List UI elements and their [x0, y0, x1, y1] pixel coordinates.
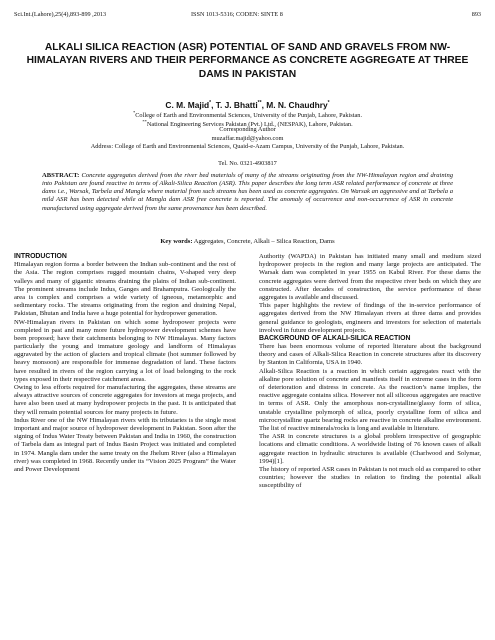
author-line: C. M. Majid*, T. J. Bhatti**, M. N. Chaudhry*: [165, 99, 330, 110]
affiliation-1: *College of Earth and Environmental Sciences, University of the Punjab, Lahore, Pakistan.: [132, 110, 363, 120]
affiliation-2: **National Engineering Services Pakistan (Pvt.) Ltd., (NESPAK), Lahore, Pakistan.: [142, 118, 353, 128]
keywords-text: Aggregates, Concrete, Alkali – Silica Reaction, Dams: [193, 238, 335, 245]
body-paragraph: There has been enormous volume of reported literature about the background theory and cases of Alkali-Silica Reaction in concrete structures after its discovery by Stanton in California, USA in 1940.: [259, 343, 481, 367]
running-header: [14, 10, 481, 19]
body-paragraph: Indus River one of the NW Himalayan rivers with its tributaries is the single most important and major source of hydropower development in Pakistan. Soon after the signing of Indus Water Treaty between Pakistan and India in 1960, the construction of Tarbela dam as integral part of Indus Basin Project was initiated and completed in 1974. Mangla dam under the same treaty on the Jhelum River (also a Himalayan river) was completed in 1968. Recently under its “Vision 2025 Program” the Water and Power Development: [14, 416, 236, 473]
author-mark: *: [327, 100, 330, 106]
section-heading-introduction: INTRODUCTION: [14, 253, 67, 260]
body-paragraph: Himalayan region forms a border between the Indian sub-continent and the rest of the Asia. The region comprises rugged mountain chains, V-shaped very deep valleys and many of gigantic streams draining the plains of Indian sub-continent. The prominent streams include Indus, Ganges and Brahamputra. Geologically the area is complex and comprises a wide variety of igneous, metamorphic and sedimentary rocks. The streams originating from the region and draining Nepal, Pakistan, Bhutan and India have a huge potential for hydropower generation.: [14, 261, 236, 318]
body-paragraph: Authority (WAPDA) in Pakistan has initiated many small and medium sized hydropower projects in the region and many large projects are anticipated. The Warsak dam was completed in year 1955 on Kabul River. For these dams the concrete aggregates were derived from the respective river beds on which they are constructed. After decades of construction, the service performance of these aggregates is available and discussed.: [259, 253, 481, 301]
abstract-label: ABSTRACT:: [42, 172, 80, 179]
corresponding-author-label: Corresponding Author: [219, 126, 276, 133]
body-paragraph: The ASR in concrete structures is a global problem irrespective of geographic locations and climatic conditions. A worldwide listing of 76 known cases of alkali aggregate reaction in hydraulic structures is available (Charlwood and Solymar, 1994)[1].: [259, 433, 481, 465]
keywords-label: Key words:: [160, 238, 193, 245]
body-paragraph: This paper highlights the review of findings of the in-service performance of aggregates derived from the NW Himalayan rivers at three dams and provides general guidance to geologists, engineers and investors for selection of materials involved in future development projects.: [259, 302, 481, 334]
section-heading-background: BACKGROUND OF ALKALI-SILICA REACTION: [259, 334, 411, 342]
author-name: M. N. Chaudhry: [266, 99, 328, 110]
author-address: Address: College of Earth and Environmental Sciences, Quaid-e-Azam Campus, University of the Punjab, Lahore, Pakistan.: [90, 143, 405, 150]
keywords: [42, 238, 453, 246]
author-name: T. J. Bhatti: [215, 99, 258, 110]
body-paragraph: Alkali-Silica Reaction is a reaction in which certain aggregates react with the alkaline pore solution of concrete and manifests itself in extreme cases in the form of deterioration and distress in concrete. As the reaction’s name implies, the reactive aggregate contains silica. However not all siliceous aggregates are reactive in terms of ASR. Only the amorphous non-crystalline/glassy form of silica, unstable crystalline polymorph of silica, poorly crystalline form of silica and microcrystalline quartz bearing rocks are reactive in concrete alkaline environment. The list of reactive minerals/rocks is long and available in literature.: [259, 367, 481, 432]
body-paragraph: NW-Himalayan rivers in Pakistan on which some hydropower projects were completed in past and many more future hydropower development schemes have been proposed; have their catchments belonging to NW Himalayas. Many factors particularly the young and immature geology and landform of Himalayas aggravated by the action of glaciers and tropical climate (hot summer followed by heavy monsoon) are responsible for immense degradation of land. These factors have resulted in rivers of the region carrying a lot of load belonging to the rock types exposed in their respective catchment areas.: [14, 318, 236, 383]
abstract-text: Concrete aggregates derived from the river bed materials of many of the streams originating from the NW-Himalayan region and draining into Pakistan are found reactive in terms of Alkali-Silica Reaction (ASR). This paper describes the long term ASR related performance of concrete at three dams i.e., Warsak, Tarbela and Mangla where material from such streams has been used as concrete aggregates. On Warsak an aggressive and at Tarbela a mild ASR has been detected while at Mangla dam ASR free concrete is reported. The anomaly of occurrence and non-occurrence of ASR in concrete manufactured using aggregate derived from the same provenance has been described.: [42, 172, 453, 212]
author-email: muzaffar.majid@yahoo.com: [211, 134, 284, 142]
author-mark: **: [257, 100, 262, 106]
author-telephone: Tel. No. 0321-4903817: [218, 160, 277, 167]
body-paragraph: Owing to less efforts required for manufacturing the aggregates, these streams are always attractive sources of concrete aggregates for investors at mega projects, and have also been used at many hydropower projects in the past. It is anticipated that they will remain potential sources for many projects in future.: [14, 384, 236, 416]
body-paragraph: The history of reported ASR cases in Pakistan is not much old as compared to other countries; however the studies in relation to finding the potential alkali susceptibility of: [259, 465, 481, 490]
author-mark: *: [209, 100, 212, 106]
journal-citation: Sci.Int.(Lahore),25(4),893-899 ,2013: [14, 11, 107, 18]
issn-line: ISSN 1013-5316; CODEN: SINTE 8: [191, 11, 283, 18]
paper-title: ALKALI SILICA REACTION (ASR) POTENTIAL OF SAND AND GRAVELS FROM NW-HIMALAYAN RIVERS AND THEIR PERFORMANCE AS CONCRETE AGGREGATE AT THREE DAMS IN PAKISTAN: [26, 42, 469, 80]
abstract: [42, 172, 453, 213]
right-column: [259, 253, 481, 633]
left-column: [14, 253, 236, 633]
page-number: 893: [471, 11, 481, 18]
author-name: C. M. Majid: [165, 99, 210, 110]
